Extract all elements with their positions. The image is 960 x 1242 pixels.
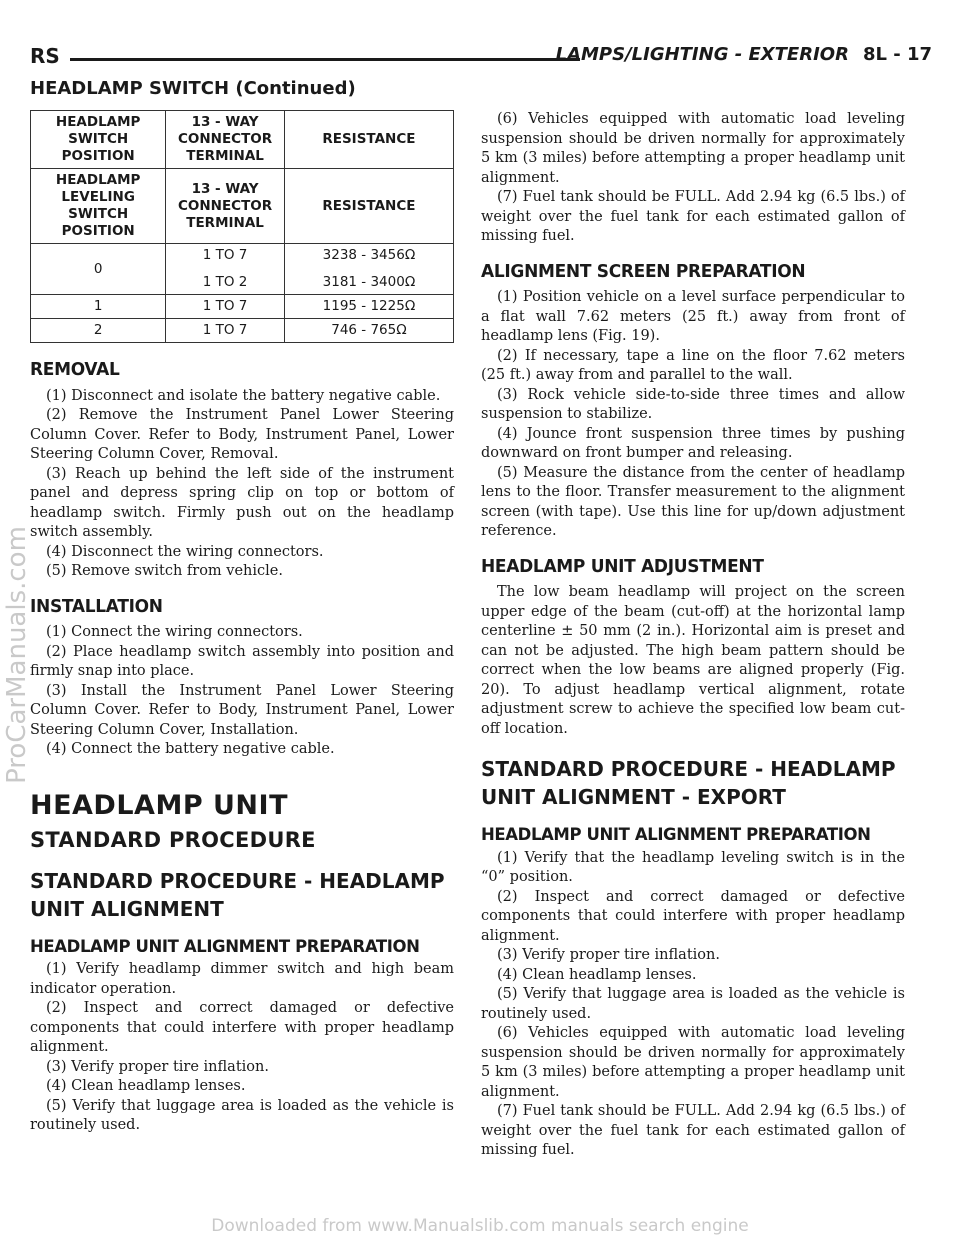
page-header — [30, 44, 932, 72]
table-cell — [166, 244, 284, 295]
removal-heading: REMOVAL — [30, 359, 120, 381]
table-cell: 746 - 765Ω — [284, 319, 453, 343]
table-cell — [284, 244, 453, 295]
header-page-number: 8L - 17 — [862, 44, 932, 65]
alignment-prep-step: (3) Verify proper tire inflation. — [46, 1058, 269, 1075]
removal-step: (1) Disconnect and isolate the battery negative cable. — [46, 387, 441, 404]
standard-procedure-heading: STANDARD PROCEDURE — [30, 828, 316, 852]
screen-prep-step: (4) Jounce front suspension three times by pushing downward on front bumper and releasing. — [481, 425, 905, 461]
alignment-prep-step: (7) Fuel tank should be FULL. Add 2.94 kg (6.5 lbs.) of weight over the fuel tank for each estimated gallon of missing fuel. — [481, 189, 905, 244]
export-prep-step: (4) Clean headlamp lenses. — [497, 966, 697, 983]
export-prep-step: (7) Fuel tank should be FULL. Add 2.94 kg (6.5 lbs.) of weight over the fuel tank for each estimated gallon of missing fuel. — [481, 1103, 905, 1158]
table-cell-line: 1 TO 2 — [202, 274, 248, 290]
table-cell: 0 — [31, 244, 166, 295]
export-procedure-heading: STANDARD PROCEDURE - HEADLAMP UNIT ALIGNMENT - EXPORT — [481, 757, 896, 809]
table-cell: 2 — [31, 319, 166, 343]
table-cell: 1 TO 7 — [166, 319, 284, 343]
installation-step: (2) Place headlamp switch assembly into position and firmly snap into place. — [30, 643, 454, 679]
alignment-prep-step: (6) Vehicles equipped with automatic load leveling suspension should be driven normally for approximately 5 km (3 miles) before attempting a proper headlamp unit alignment. — [481, 111, 905, 186]
screen-prep-heading: ALIGNMENT SCREEN PREPARATION — [481, 260, 806, 282]
alignment-prep-step: (2) Inspect and correct damaged or defective components that could interfere with proper headlamp alignment. — [30, 1000, 454, 1055]
alignment-procedure-heading: STANDARD PROCEDURE - HEADLAMP UNIT ALIGNMENT — [30, 868, 445, 921]
table-header-cell: HEADLAMP SWITCH POSITION — [31, 111, 166, 169]
alignment-prep-step: (4) Clean headlamp lenses. — [46, 1078, 246, 1094]
export-prep-step: (1) Verify that the headlamp leveling switch is in the “0” position. — [481, 849, 905, 885]
table-header-cell: RESISTANCE — [284, 169, 453, 244]
table-header-cell: HEADLAMP LEVELING SWITCH POSITION — [31, 169, 166, 244]
footer-watermark: Downloaded from www.Manualslib.com manuals search engine — [211, 1216, 749, 1236]
screen-prep-step: (5) Measure the distance from the center of headlamp lens to the floor. Transfer measurement to the alignment screen (with tape). Use this line for up/down adjustment reference. — [481, 464, 905, 539]
adjustment-text: The low beam headlamp will project on the screen upper edge of the beam (cut-off) at the horizontal lamp centerline ± 50 mm (2 in.). Horizontal aim is preset and can not be adjusted. The high beam pattern should be correct when the low beams are aligned properly (Fig. 20). To adjust headlamp vertical alignment, rotate adjustment screw to achieve the specified low beam cut-off location. — [481, 584, 905, 737]
table-row — [31, 319, 454, 343]
removal-step: (3) Reach up behind the left side of the instrument panel and depress spring clip on top or bottom of headlamp switch. Firmly push out on the headlamp switch assembly. — [30, 465, 454, 540]
left-column — [30, 110, 454, 1136]
table-cell-line: 3181 - 3400Ω — [322, 274, 416, 290]
right-column — [481, 110, 905, 1161]
installation-step: (1) Connect the wiring connectors. — [46, 624, 303, 640]
table-cell: 1 TO 7 — [166, 295, 284, 319]
table-header-row — [31, 169, 454, 244]
removal-step: (5) Remove switch from vehicle. — [46, 563, 283, 579]
header-rule — [70, 58, 580, 61]
side-watermark: ProCarManuals.com — [2, 526, 32, 784]
screen-prep-step: (1) Position vehicle on a level surface perpendicular to a flat wall 7.62 meters (25 ft.) away from front of headlamp lens (Fig. 19). — [481, 289, 905, 344]
export-prep-step: (2) Inspect and correct damaged or defective components that could interfere with proper headlamp alignment. — [481, 888, 905, 944]
table-row — [31, 244, 454, 295]
alignment-prep-heading: HEADLAMP UNIT ALIGNMENT PREPARATION — [30, 936, 420, 956]
alignment-prep-step: (5) Verify that luggage area is loaded as the vehicle is routinely used. — [30, 1097, 454, 1133]
headlamp-unit-heading: HEADLAMP UNIT — [30, 789, 288, 821]
removal-step: (2) Remove the Instrument Panel Lower Steering Column Cover. Refer to Body, Instrument Panel, Lower Steering Column Cover, Removal. — [30, 407, 454, 462]
export-prep-step: (3) Verify proper tire inflation. — [497, 947, 720, 963]
export-prep-heading: HEADLAMP UNIT ALIGNMENT PREPARATION — [481, 825, 871, 844]
table-cell-line: 3238 - 3456Ω — [322, 247, 416, 263]
resistance-table — [30, 110, 454, 343]
export-prep-step: (5) Verify that luggage area is loaded as the vehicle is routinely used. — [481, 986, 905, 1022]
table-header-row — [31, 111, 454, 169]
header-code: RS — [30, 44, 60, 68]
export-prep-step: (6) Vehicles equipped with automatic load leveling suspension should be driven normally for approximately 5 km (3 miles) before attempting a proper headlamp unit alignment. — [481, 1025, 905, 1100]
continued-heading: HEADLAMP SWITCH (Continued) — [30, 78, 356, 99]
table-cell-line: 1 TO 7 — [202, 247, 248, 263]
installation-heading: INSTALLATION — [30, 595, 163, 617]
table-header-cell: 13 - WAY CONNECTOR TERMINAL — [166, 169, 284, 244]
table-row — [31, 295, 454, 319]
alignment-prep-step: (1) Verify headlamp dimmer switch and high beam indicator operation. — [30, 961, 454, 997]
screen-prep-step: (3) Rock vehicle side-to-side three times and allow suspension to stabilize. — [481, 386, 905, 422]
removal-step: (4) Disconnect the wiring connectors. — [46, 543, 324, 560]
installation-step: (4) Connect the battery negative cable. — [46, 741, 335, 757]
table-header-cell: RESISTANCE — [284, 111, 453, 169]
table-header-cell: 13 - WAY CONNECTOR TERMINAL — [166, 111, 284, 169]
header-section-title: LAMPS/LIGHTING - EXTERIOR — [555, 44, 849, 65]
header-section — [556, 44, 932, 65]
table-cell: 1195 - 1225Ω — [284, 295, 453, 319]
installation-step: (3) Install the Instrument Panel Lower Steering Column Cover. Refer to Body, Instrument Panel, Lower Steering Column Cover, Installation. — [30, 682, 454, 738]
adjustment-heading: HEADLAMP UNIT ADJUSTMENT — [481, 555, 764, 577]
table-cell: 1 — [31, 295, 166, 319]
screen-prep-step: (2) If necessary, tape a line on the floor 7.62 meters (25 ft.) away from and parallel to the wall. — [481, 347, 905, 383]
